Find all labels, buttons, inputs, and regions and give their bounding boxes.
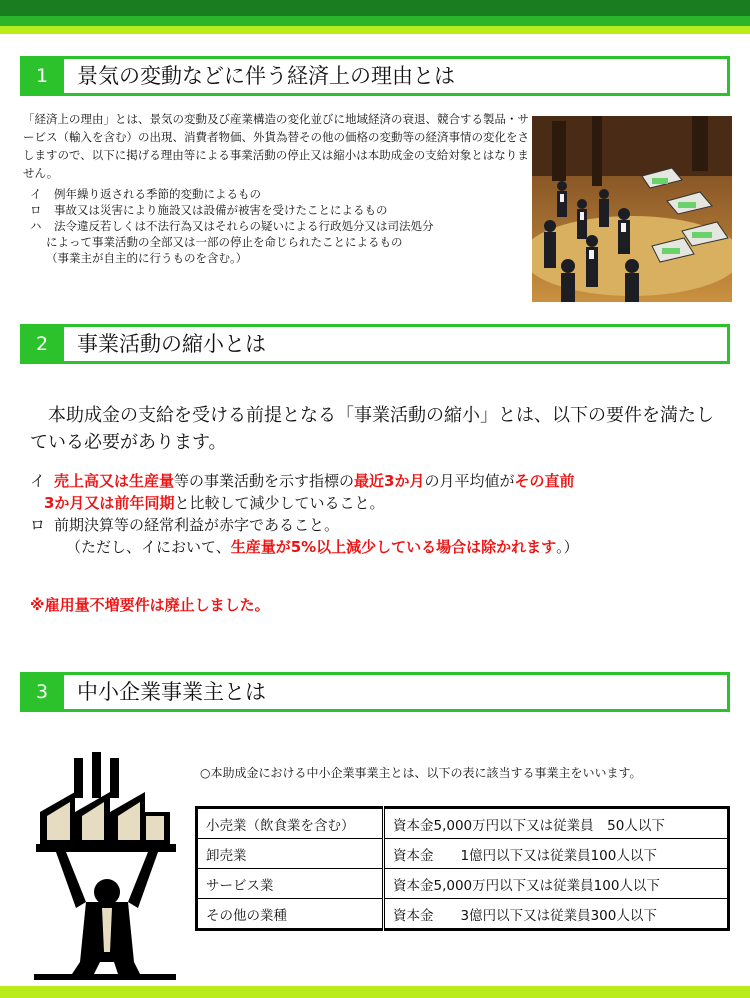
section-3-header — [20, 672, 730, 712]
requirement-text: 等の事業活動を示す指標の — [174, 472, 355, 490]
requirement-note — [30, 536, 735, 558]
section-3-intro: ○本助成金における中小企業事業主とは、以下の表に該当する事業主をいいます。 — [200, 766, 642, 780]
note-text: （ただし、イにおいて、 — [66, 538, 231, 556]
list-text: 例年繰り返される季節的変動によるもの — [54, 187, 261, 201]
section-2-header — [20, 324, 730, 364]
highlight-text: 3か月又は前年同期 — [44, 494, 175, 512]
requirement-item-ro — [30, 514, 735, 536]
industry-cell: サービス業 — [197, 869, 384, 899]
list-marker: イ — [30, 472, 46, 490]
person-lifting-factory-icon — [30, 752, 180, 980]
highlight-text: 売上高又は生産量 — [54, 472, 175, 490]
section-2-paragraph — [30, 402, 730, 456]
section-1-paragraph: 「経済上の理由」とは、景気の変動及び産業構造の変化並びに地域経済の衰退、競合する製品・サービス（輸入を含む）の出現、消費者物価、外貨為替その他の価格の変動等の経済事情の変化をさしますので、以下に掲げる理由等による事業活動の停止又は縮小は本助成金の支給対象とはなりません。 — [23, 112, 529, 180]
table-row — [197, 899, 729, 930]
sme-criteria-table — [195, 806, 730, 931]
section-1-header — [20, 56, 730, 96]
highlight-text: 最近3か月 — [354, 472, 425, 490]
section-1-title: 景気の変動などに伴う経済上の理由とは — [77, 64, 455, 88]
list-item — [30, 202, 530, 218]
requirement-text: の月平均値が — [424, 472, 515, 490]
criteria-cell: 資本金5,000万円以下又は従業員100人以下 — [384, 869, 729, 899]
requirement-item-i — [30, 470, 735, 492]
table-row — [197, 839, 729, 869]
paragraph-text: 本助成金の支給を受ける前提となる「事業活動の縮小」とは、以下の要件を満たしている必要があります。 — [30, 405, 714, 453]
criteria-cell: 資本金 1億円以下又は従業員100人以下 — [384, 839, 729, 869]
section-2-title: 事業活動の縮小とは — [77, 332, 266, 356]
criteria-cell: 資本金5,000万円以下又は従業員 50人以下 — [384, 808, 729, 839]
section-2-number: 2 — [20, 324, 64, 364]
requirement-item-i-continuation — [30, 492, 735, 514]
notice-text: ※雇用量不増要件は廃止しました。 — [30, 596, 270, 614]
list-item-continuation: （事業主が自主的に行うものを含む。） — [46, 251, 248, 265]
bottom-banner — [0, 986, 750, 998]
industry-cell: 卸売業 — [197, 839, 384, 869]
top-banner — [0, 0, 750, 34]
industry-cell: その他の業種 — [197, 899, 384, 930]
highlight-text: 生産量が5%以上減少している場合は除かれます — [230, 538, 557, 556]
section-3-title: 中小企業事業主とは — [77, 680, 266, 704]
highlight-text: その直前 — [514, 472, 575, 490]
list-text: 事故又は災害により施設又は設備が被害を受けたことによるもの — [54, 203, 388, 217]
industry-cell: 小売業（飲食業を含む） — [197, 808, 384, 839]
section-1-list — [30, 186, 530, 266]
list-marker: ハ — [30, 219, 42, 233]
section-2-list — [30, 470, 735, 558]
note-text: 。） — [556, 538, 579, 556]
list-marker: ロ — [30, 516, 46, 534]
requirement-text: と比較して減少していること。 — [174, 494, 385, 512]
stock-market-crowd-illustration — [532, 116, 732, 302]
section-1-number: 1 — [20, 56, 64, 96]
list-item — [30, 218, 530, 234]
list-item — [30, 186, 530, 202]
table-row — [197, 808, 729, 839]
table-row — [197, 869, 729, 899]
list-text: 法令違反若しくは不法行為又はそれらの疑いによる行政処分又は司法処分 — [54, 219, 434, 233]
list-item-continuation: によって事業活動の全部又は一部の停止を命じられたことによるもの — [46, 235, 403, 249]
list-marker: イ — [30, 187, 42, 201]
requirement-text: 前期決算等の経常利益が赤字であること。 — [54, 516, 340, 534]
section-3-number: 3 — [20, 672, 64, 712]
criteria-cell: 資本金 3億円以下又は従業員300人以下 — [384, 899, 729, 930]
list-marker: ロ — [30, 203, 42, 217]
